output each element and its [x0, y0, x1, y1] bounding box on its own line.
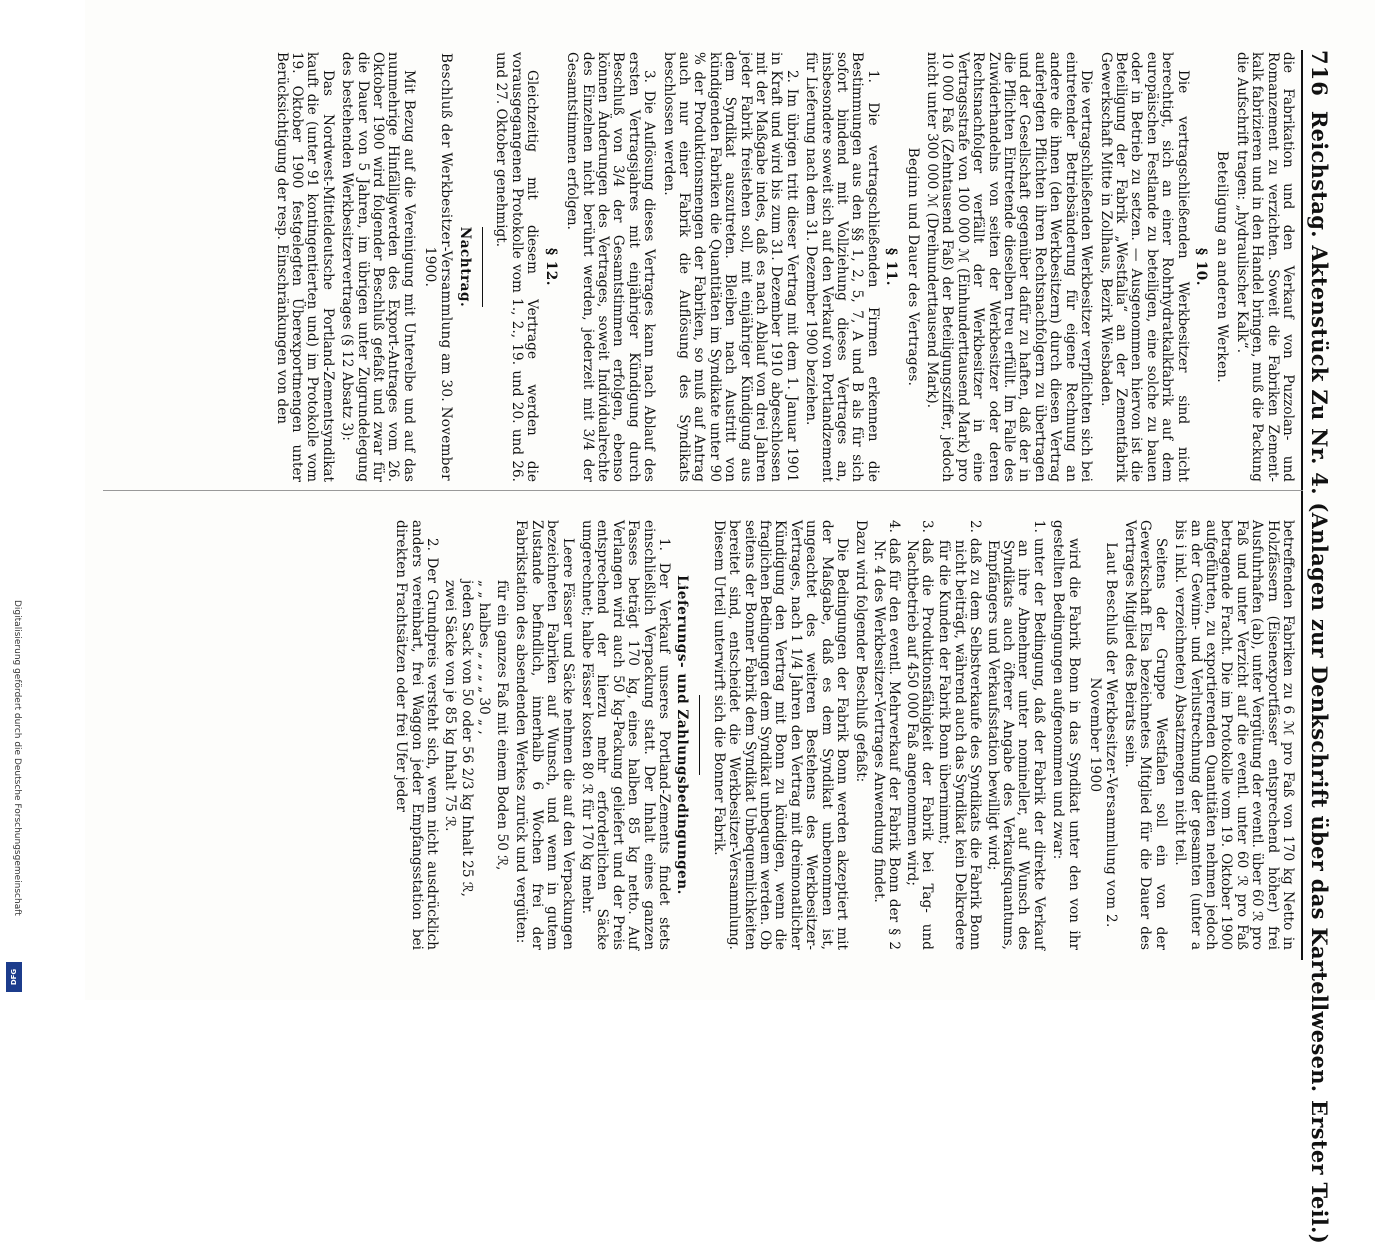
paragraph: Mit Bezug auf die Vereinigung mit Unterelbe und auf das nunmehrige Hinfälligwerden des Export-Antrages vom 26. Oktober 1900 wird folgender Beschluß gefaßt und zwar für die Dauer von 5 Jahren, im übrigen unter Zugrundelegung des bestehenden Werkbesitzervertrages (§ 12 Absatz 3):	[339, 52, 417, 482]
paragraph: Gleichzeitig mit diesem Vertrage werden die vorausgegangenen Protokolle vom 1., 2., 19. und 20. und 26. und 27. Oktober genehmigt.	[493, 52, 541, 482]
logo-text: DFG	[10, 968, 18, 986]
list-item-text: unter der Bedingung, daß der Fabrik der direkte Verkauf an ihre Abnehmer unter nomineller, auf Wunsch des Syndikats auch öfterer Angabe des Verkaufsquantums, Empfängers und Verkaufsstation bewilligt wird;	[984, 538, 1047, 950]
paragraph: Das Nordwest-Mitteldeutsche Portland-Zementsyndikat kauft die (unter 91 kontingentierten und) im Protokolle vom 19. Oktober 1900 festgelegten Überexportmengen unter Berücksichtigung der resp. Einschränkungen von den	[273, 52, 336, 482]
paragraph: die Fabrikation und den Verkauf von Puzzolan- und Romanzement zu verzichten. Soweit die Fabriken Zement-kalk fabrizieren und in den Handel bringen, muß die Packung die Aufschrift tragen: „hydraulischer Kalk“.	[1233, 52, 1296, 482]
dfg-logo	[6, 962, 22, 992]
section-number: § 10.	[1192, 248, 1209, 286]
section-subheading: Beschluß der Werkbesitzer-Versammlung am 30. November 1900.	[422, 53, 454, 481]
list-item: 2.daß zu dem Selbstverkaufe des Syndikats die Fabrik Bonn nicht beiträgt, während auch das Syndikat kein Delkredere für die Kunden der Fabrik Bonn übernimmt;	[936, 520, 984, 950]
section-heading: Lieferungs- und Zahlungsbedingungen.	[674, 575, 691, 895]
list-item: 1.unter der Bedingung, daß der Fabrik der direkte Verkauf an ihre Abnehmer unter nomineller, auf Wunsch des Syndikats auch öfterer Angabe des Verkaufsquantums, Empfängers und Verkaufsstation bewilligt wird;	[984, 520, 1047, 950]
digitization-credit	[4, 600, 24, 995]
section-number: § 12.	[542, 248, 559, 286]
list-item-text: daß für den eventl. Mehrverkauf der Fabrik Bonn der § 2 Nr. 4 des Werkbesitzer-Vertrages Anwendung findet.	[870, 538, 903, 950]
running-head: Reichstag. Aktenstück Zu Nr. 4. (Anlagen zur Denkschrift über das Kartellwesen. Erster Teil.)	[1307, 110, 1332, 1244]
list-item: 3.daß die Produktionsfähigkeit der Fabrik bei Tag- und Nachtbetrieb auf 450 000 Faß angenommen wird;	[903, 520, 936, 950]
price-line: „ „ halbes „ „ „ „ 30 „ ,	[476, 580, 493, 735]
paragraph: wird die Fabrik Bonn in das Syndikat unter den von ihr gestellten Bedingungen aufgenommen und zwar:	[1050, 520, 1082, 950]
paragraph: Die vertragschließenden Werkbesitzer verpflichten sich bei eintretender Betriebsänderung für eigene Rechnung an andere die ihnen (den Werkbesitzern) durch diesen Vertrag auferlegten Pflichten ihren Rechtsnachfolgern zu übertragen und der Gesellschaft gegenüber dafür zu haften, daß der in die Pflichten Eintretende dieselben treu erfüllt. Im Falle des Zuwiderhandelns von seiten der Werkbesitzer oder deren Rechtsnachfolger verfällt der Werkbesitzer in eine Vertragsstrafe von 100 000 ℳ (Einhunderttausend Mark) pro 10 000 Faß (Zehntausend Faß) der Beteiligungsziffer, jedoch nicht unter 300 000 ℳ (Dreihunderttausend Mark).	[924, 52, 1095, 482]
paragraph: Die vertragschließenden Werkbesitzer sind nicht berechtigt, sich an einer Rohrhydratkalkfabrik auf dem europäischen Festlande zu beteiligen, eine solche zu bauen oder in Betrieb zu setzen. — Ausgenommen hiervon ist die Beteiligung der Fabrik „Westfalia“ an der Zementfabrik Gewerkschaft Mitte in Zollhaus, Bezirk Wiesbaden.	[1097, 52, 1191, 482]
section-heading: Beteiligung an anderen Werken.	[1214, 151, 1231, 383]
paragraph: 2. Im übrigen tritt dieser Vertrag mit dem 1. Januar 1901 in Kraft und wird bis zum 31. Dezember 1910 abgeschlossen mit der Maßgabe indes, daß es nach Ablauf von drei Jahren jeder Fabrik freistehen soll, mit einjähriger Kündigung aus dem Syndikat auszutreten. Bleiben nach Austritt von kündigenden Fabriken die Quantitäten im Syndikate unter 90 % der Produktionsmengen der Fabriken, so muß auf Antrag auch nur einer Fabrik die Auflösung des Syndikats beschlossen werden.	[660, 52, 800, 482]
credit-text: Digitalisierung gefördert durch die Deutsche Forschungsgemeinschaft	[12, 600, 22, 916]
paragraph: betreffenden Fabriken zu 6 ℳ pro Faß von 170 kg Netto in Holzfässern (Eisenexportfässer entsprechend höher) frei Ausfuhrhafen (ab), unter Vergütung der eventl. über 60 ℛ pro Faß und unter Verzicht auf die eventl. unter 60 ℛ pro Faß betragende Fracht. Die im Protokolle vom 19. Oktober 1900 aufgeführten, zu exportierenden Quantitäten nehmen jedoch an der Gewinn- und Verlustrechnung der gesamten (unter a bis i inkl. verzeichneten) Absatzmengen nicht teil.	[1172, 520, 1296, 950]
paragraph: Die Bedingungen der Fabrik Bonn werden akzeptiert mit der Maßgabe, daß es dem Syndikat unbenommen ist, ungeachtet des weiteren Bestehens des Werkbesitzer-Vertrages, nach 1 1/4 Jahren den Vertrag mit dreimonatlicher Kündigung den Vertrag mit Bonn zu kündigen, wenn die fraglichen Bedingungen dem Syndikat unbequem werden. Ob seitens der Bonner Fabrik dem Syndikat Unbequemlichkeiten bereitet sind, entscheidet die Werkbesitzer-Versammlung. Diesem Urteil unterwirft sich die Bonner Fabrik.	[710, 520, 851, 950]
divider	[482, 227, 483, 307]
paragraph: 1. Die vertragschließenden Firmen erkennen die Bestimmungen aus den §§ 1, 2, 5, 7, A und B als für sich sofort bindend mit Vollziehung dieses Vertrages an, insbesondere soweit sich auf den Verkauf von Portlandzement für Lieferung nach dem 31. Dezember 1900 beziehen.	[803, 52, 881, 482]
list-item-text: daß die Produktionsfähigkeit der Fabrik bei Tag- und Nachtbetrieb auf 450 000 Faß angenommen wird;	[903, 538, 936, 950]
section-heading: Nachtrag.	[457, 226, 474, 308]
paragraph: 3. Die Auflösung dieses Vertrages kann nach Ablauf des ersten Vertragsjahres mit einjähriger Kündigung durch Beschluß von 3/4 der Gesamtstimmen erfolgen, ebenso können Änderungen des Vertrages, soweit Individualrechte des Einzelnen nicht berührt werden, jederzeit mit 3/4 der Gesamtstimmen erfolgen.	[564, 52, 658, 482]
left-column	[269, 52, 1295, 482]
list-item: 4.daß für den eventl. Mehrverkauf der Fabrik Bonn der § 2 Nr. 4 des Werkbesitzer-Vertrages Anwendung findet.	[870, 520, 903, 950]
page-number: 716	[1307, 50, 1332, 97]
section-heading: Beginn und Dauer des Vertrages.	[904, 147, 921, 387]
price-line: jeden Sack von 50 oder 56 2/3 kg Inhalt 25 ℛ,	[459, 580, 476, 897]
paragraph: Dazu wird folgender Beschluß gefaßt:	[853, 520, 870, 783]
paragraph: 2. Der Grundpreis versteht sich, wenn nicht ausdrücklich anders vereinbart, frei Waggon jeder Empfangsstation bei direkten Frachtsätzen oder frei Ufer jeder	[393, 520, 441, 950]
paragraph: Seitens der Gruppe Westfalen soll ein von der Gewerkschaft Elsa bezeichnetes Mitglied für die Dauer des Vertrages Mitglied des Beirats sein.	[1121, 520, 1169, 950]
paragraph: Leere Fässer und Säcke nehmen die auf den Verpackungen bezeichneten Fabriken auf Wunsch, und wenn in gutem Zustande befindlich, innerhalb 6 Wochen frei der Fabrikstation des absendenden Werkes zurück und vergüten:	[513, 520, 576, 950]
page-header	[1301, 50, 1347, 1244]
section-number: § 11.	[883, 248, 900, 286]
price-line: zwei Säcke von je 85 kg Inhalt 75 ℛ.	[441, 580, 458, 832]
right-column	[389, 520, 1295, 950]
column-divider	[103, 490, 1303, 491]
section-heading: Laut Beschluß der Werkbesitzer-Versammlung vom 2. November 1900	[1087, 542, 1119, 928]
list-item-text: daß zu dem Selbstverkaufe des Syndikats die Fabrik Bonn nicht beiträgt, während auch das Syndikat kein Delkredere für die Kunden der Fabrik Bonn übernimmt;	[936, 538, 984, 950]
paragraph: 1. Der Verkauf unseres Portland-Zements findet stets einschließlich Verpackung statt. Der Inhalt eines ganzen Fasses beträgt 170 kg, eines halben 85 kg netto. Auf Verlangen wird auch 50 kg-Packung geliefert und der Preis entsprechend der hierzu mehr erforderlichen Säcke umgerechnet; halbe Fässer kosten 80 ℛ für 170 kg mehr.	[578, 520, 672, 950]
divider	[699, 695, 700, 775]
document-page	[85, 0, 1375, 1244]
price-line: für ein ganzes Faß mit einem Boden 50 ℛ,	[493, 580, 510, 871]
